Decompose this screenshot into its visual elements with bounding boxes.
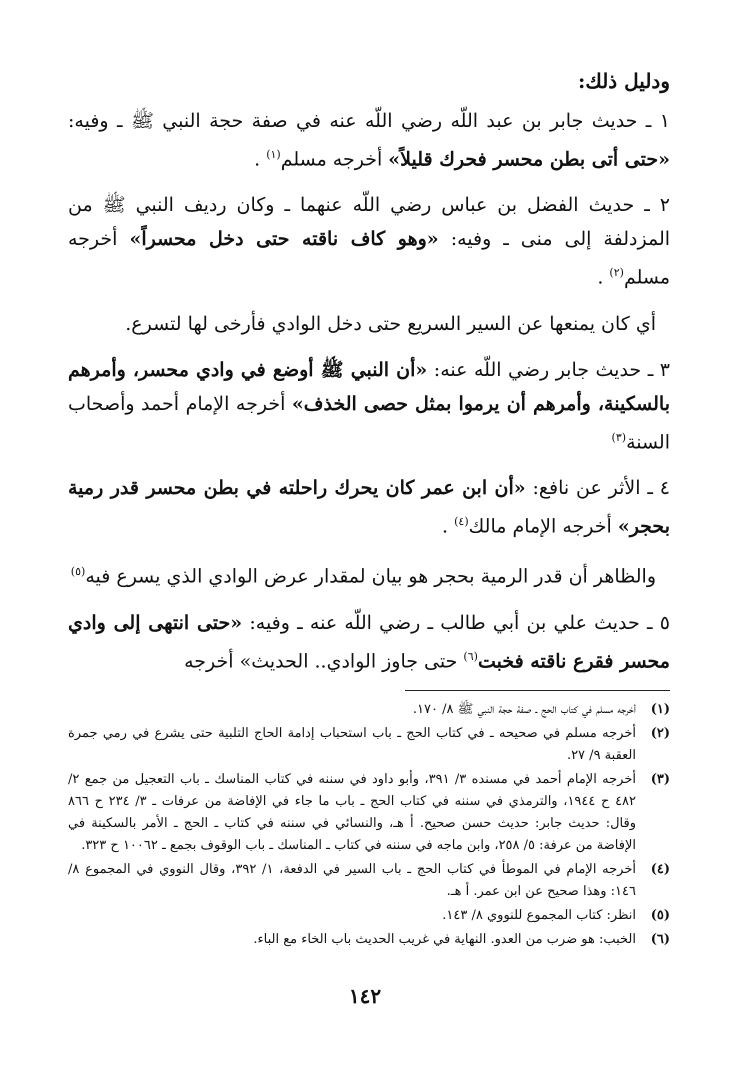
paragraph-tail: أخرجه الإمام مالك bbox=[468, 515, 618, 538]
footnote-text: أخرجه مسلم في صحيحه ـ في كتاب الحج ـ باب استحباب إدامة الحاج التلبية حتى يشرع في رمي جمرة العقبة ٩/ ٢٧. bbox=[68, 725, 636, 763]
footnote-ref[interactable]: (٦) bbox=[463, 649, 478, 663]
paragraph-lead: ٥ ـ حديث علي بن أبي طالب ـ رضي اللّه عنه ـ وفيه: bbox=[249, 611, 670, 634]
paragraph-2: ٢ ـ حديث الفضل بن عباس رضي اللّه عنهما ـ وكان رديف النبي ﷺ من المزدلفة إلى منى ـ وفيه: «وهو كاف ناقته حتى دخل محسراً» أخرجه مسلم$^{(٢)}$ . bbox=[68, 194, 671, 289]
hadith-quote: «حتى أتى بطن محسر فحرك قليلاً» bbox=[388, 148, 670, 171]
footnote-text: الخبب: هو ضرب من العدو. النهاية في غريب الحديث باب الخاء مع الباء. bbox=[253, 931, 636, 947]
paragraph-5: ٤ ـ الأثر عن نافع: «أن ابن عمر كان يحرك راحلته في بطن محسر قدر رمية بحجر» أخرجه الإمام مالك$^{(٤)}$ . bbox=[68, 476, 670, 538]
footnote-number: (١) bbox=[650, 701, 670, 717]
footnote-number: (٢) bbox=[650, 725, 670, 741]
footnote-divider bbox=[405, 690, 670, 691]
footnote-text: أخرجه مسلم في كتاب الحج ـ صفة حجة النبي ﷺ ٨/ ١٧٠. bbox=[412, 701, 636, 717]
footnote-item bbox=[68, 859, 670, 903]
paragraph-7 bbox=[68, 606, 670, 678]
footnote-ref[interactable]: (٥) bbox=[70, 565, 86, 579]
footnote-ref[interactable]: (٣) bbox=[611, 430, 627, 444]
hadith-quote: «وهو كاف ناقته حتى دخل محسراً» bbox=[129, 228, 439, 251]
footnote-item bbox=[68, 769, 670, 857]
hadith-quote: «أن النبي ﷺ أوضع في وادي محسر، وأمرهم بالسكينة، وأمرهم أن يرموا بمثل حصى الخذف» bbox=[68, 358, 670, 415]
paragraph-lead: ٤ ـ الأثر عن نافع: bbox=[532, 476, 670, 499]
paragraph-4 bbox=[68, 353, 670, 459]
paragraph-tail: حتى جاوز الوادي.. الحديث» أخرجه bbox=[184, 649, 464, 672]
footnote-number: (٥) bbox=[650, 907, 670, 923]
paragraph-tail: أخرجه الإمام أحمد وأصحاب السنة bbox=[68, 392, 670, 453]
paragraph-lead: ٢ ـ حديث الفضل بن عباس رضي اللّه عنهما ـ وكان رديف النبي ﷺ من المزدلفة إلى منى ـ وفيه: bbox=[68, 194, 671, 251]
paragraph-1: ١ ـ حديث جابر بن عبد اللّه رضي اللّه عنه في صفة حجة النبي ﷺ ـ وفيه: «حتى أتى بطن محسر فحرك قليلاً» أخرجه مسلم$^{(١)}$ . bbox=[68, 110, 670, 171]
paragraph-lead: والظاهر أن قدر الرمية بحجر هو بيان لمقدار عرض الوادي الذي يسرع فيه bbox=[85, 565, 656, 588]
paragraph-tail: أخرجه مسلم bbox=[68, 228, 670, 289]
paragraph-lead: أي كان يمنعها عن السير السريع حتى دخل الوادي فأرخى لها لتسرع. bbox=[125, 312, 656, 335]
footnote-ref[interactable]: (٤) bbox=[454, 514, 469, 528]
paragraph-lead: ١ ـ حديث جابر بن عبد اللّه رضي اللّه عنه في صفة حجة النبي ﷺ ـ وفيه: bbox=[68, 110, 670, 132]
footnote-text: انظر: كتاب المجموع للنووي ٨/ ١٤٣. bbox=[442, 907, 636, 923]
page-number: ١٤٢ bbox=[348, 984, 382, 1008]
footnote-ref[interactable]: (٢) bbox=[609, 266, 624, 280]
footnote-number: (٤) bbox=[650, 861, 670, 877]
footnote-item bbox=[68, 929, 670, 951]
footnote-text: أخرجه الإمام أحمد في مسنده ٣/ ٣٩١، وأبو داود في سننه في كتاب المناسك ـ باب التعجيل من جمع ٢/ ٤٨٢ ح ١٩٤٤، والترمذي في سننه في كتاب الحج ـ باب ما جاء في الإفاضة من عرفات ـ ٣/ ٢٣٤ ح ٨٦٦ وقال: حديث جابر: حديث حسن صحيح. أ هـ، والنسائي في سننه في كتاب ـ الحج ـ الأمر بالسكينة في الإفاضة من عرفة: ٥/ ٢٥٨، وابن ماجه في سننه في كتاب ـ المناسك ـ باب الوقوف بجمع ـ ١٠٠٦٢ ح ٣٢٣. bbox=[68, 771, 637, 853]
page-body bbox=[68, 64, 670, 953]
footnote-number: (٦) bbox=[650, 931, 670, 947]
hadith-quote: «أن ابن عمر كان يحرك راحلته في بطن محسر قدر رمية بحجر» bbox=[68, 476, 670, 538]
footnote-item bbox=[68, 699, 670, 721]
hadith-quote: «حتى انتهى إلى وادي محسر فقرع ناقته فخبت bbox=[68, 611, 670, 672]
footnote-ref[interactable]: (١) bbox=[266, 148, 281, 161]
footnotes bbox=[68, 699, 670, 951]
section-heading: ودليل ذلك: bbox=[577, 69, 670, 93]
footnote-item bbox=[68, 723, 670, 767]
footnote-item bbox=[68, 905, 670, 927]
paragraph-3 bbox=[68, 307, 670, 341]
paragraph-tail: أخرجه مسلم bbox=[280, 148, 389, 171]
footnote-number: (٣) bbox=[650, 771, 670, 787]
footnote-text: أخرجه الإمام في الموطأ في كتاب الحج ـ باب السير في الدفعة، ١/ ٣٩٢، وقال النووي في المجموع ٨/ ١٤٦: وهذا صحيح عن ابن عمر. أ هـ. bbox=[68, 861, 636, 899]
paragraph-lead: ٣ ـ حديث جابر رضي اللّه عنه: bbox=[433, 358, 670, 381]
paragraph-6 bbox=[68, 555, 670, 593]
